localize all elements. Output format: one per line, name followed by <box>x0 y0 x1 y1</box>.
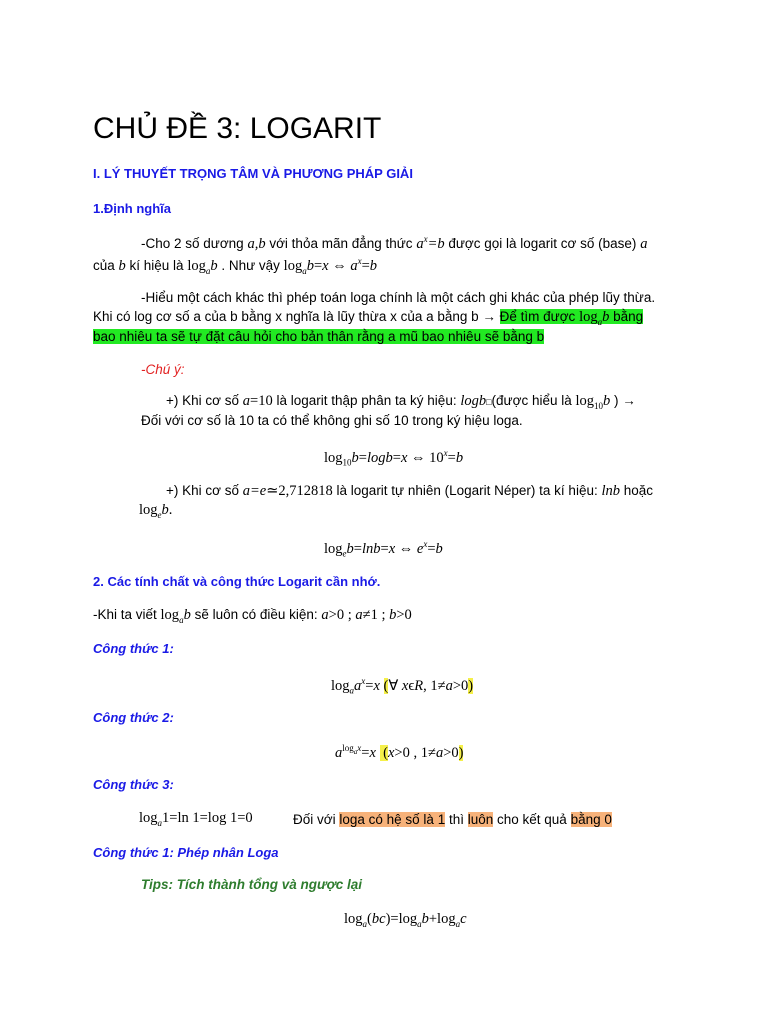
note-1-line-1 <box>166 393 636 411</box>
definition-line-2 <box>93 256 377 276</box>
text: cho kết quả <box>493 812 571 827</box>
text: +) Khi cơ số <box>166 483 243 498</box>
glyph-box: □ <box>486 397 492 407</box>
text: bằng <box>609 309 644 324</box>
subheading-definition: 1.Định nghĩa <box>93 201 171 216</box>
note-label: -Chú ý: <box>141 362 185 377</box>
formula-1: $\log_aa^x=x$ (∀ xϵR, 1≠a>0) <box>331 676 474 696</box>
formula-3-note <box>293 812 612 827</box>
text: Đối với <box>293 812 340 827</box>
formula-product: $\log_a(bc)=\log_ab+\log_ac$ <box>344 911 467 929</box>
formula-ax-eq-b: $a^x=b$ <box>416 234 445 252</box>
formula-log10b: $\log_{10}b$ <box>575 393 611 411</box>
formula-a-eq-10: a=10 <box>242 393 273 409</box>
text: . Như vậy <box>217 257 284 273</box>
text: hoặc <box>620 483 654 498</box>
formula-3: $\log_a1=\ln$ 1=log 1=0 <box>139 810 253 828</box>
highlight-orange: bằng 0 <box>570 812 612 827</box>
definition-line-1 <box>141 234 647 253</box>
text: với thỏa mãn đẳng thức <box>265 235 417 251</box>
var-a: a <box>640 235 648 252</box>
text: kí hiệu là <box>125 257 188 273</box>
highlight-green <box>499 309 644 327</box>
text: sẽ luôn có điều kiện: <box>190 607 322 622</box>
paragraph-line-3 <box>93 329 544 344</box>
paragraph-line-2 <box>93 309 643 327</box>
text: +) Khi cơ số <box>166 393 243 408</box>
var-ab: a,b <box>247 235 266 252</box>
text: (được hiểu là <box>491 393 576 408</box>
text: là logarit tự nhiên (Logarit Néper) ta kí hiệu: <box>332 483 602 498</box>
formula-conditions: a>0 ; a≠1 ; b>0 <box>321 607 412 623</box>
text: ) → <box>610 393 636 408</box>
formula-logab: $\log_ab$ <box>160 607 191 625</box>
highlight-orange: loga có hệ số là 1 <box>339 812 446 827</box>
formula-definition: $\log_ab=x$ ⇔ $a^x=b$ <box>283 256 378 276</box>
formula-log10-display: $\log_{10}b=\log b=x$ ⇔ $10^x=b$ <box>324 448 464 468</box>
text: Để tìm được <box>499 309 580 324</box>
highlight-orange: luôn <box>467 812 494 827</box>
text: thì <box>445 812 468 827</box>
page-title: CHỦ ĐỀ 3: LOGARIT <box>93 112 382 145</box>
section-heading-properties: 2. Các tính chất và công thức Logarit cần nhớ. <box>93 574 381 589</box>
text: -Khi ta viết <box>93 607 161 622</box>
var-b: b <box>118 257 126 274</box>
formula-1-heading: Công thức 1: <box>93 641 174 656</box>
formula-logb: logb <box>460 393 487 409</box>
section-heading-theory: I. LÝ THUYẾT TRỌNG TÂM VÀ PHƯƠNG PHÁP GIẢI <box>93 166 413 181</box>
formula-lnb: lnb <box>601 483 620 499</box>
text: là logarit thập phân ta ký hiệu: <box>272 393 461 408</box>
formula-3-heading: Công thức 3: <box>93 777 174 792</box>
note-1-line-2: Đối với cơ số là 10 ta có thể không ghi số 10 trong ký hiệu loga. <box>141 413 523 428</box>
text: -Cho 2 số dương <box>141 235 248 251</box>
note-2-line-1 <box>166 483 653 500</box>
formula-2-heading: Công thức 2: <box>93 710 174 725</box>
formula-2: $a^{log_ax}=x$ (x>0 , 1≠a>0) <box>335 743 464 761</box>
formula-logab: $\log_ab$ <box>187 257 218 276</box>
formula-logeb: $\log_eb$. <box>139 502 173 520</box>
text: của <box>93 257 119 273</box>
condition-line <box>93 607 412 625</box>
formula-logab: $\log_ab$ <box>579 309 610 327</box>
paragraph-line-1: -Hiểu một cách khác thì phép toán loga chính là một cách ghi khác của phép lũy thừa. <box>141 290 656 305</box>
formula-a-eq-e: a=e≃2,712818 <box>242 483 333 499</box>
formula-ln-display: $\log_eb=\ln b=x$ ⇔ $e^x=b$ <box>324 539 443 559</box>
highlight-green: bao nhiêu ta sẽ tự đặt câu hỏi cho bản thân rằng a mũ bao nhiêu sẽ bằng b <box>93 329 545 344</box>
text: Khi có log cơ số a của b bằng x nghĩa là lũy thừa x của a bằng b → <box>93 309 500 324</box>
text: được gọi là logarit cơ số (base) <box>444 235 641 251</box>
tips-line: Tips: Tích thành tổng và ngược lại <box>141 877 362 892</box>
formula-4-heading: Công thức 1: Phép nhân Loga <box>93 845 279 860</box>
